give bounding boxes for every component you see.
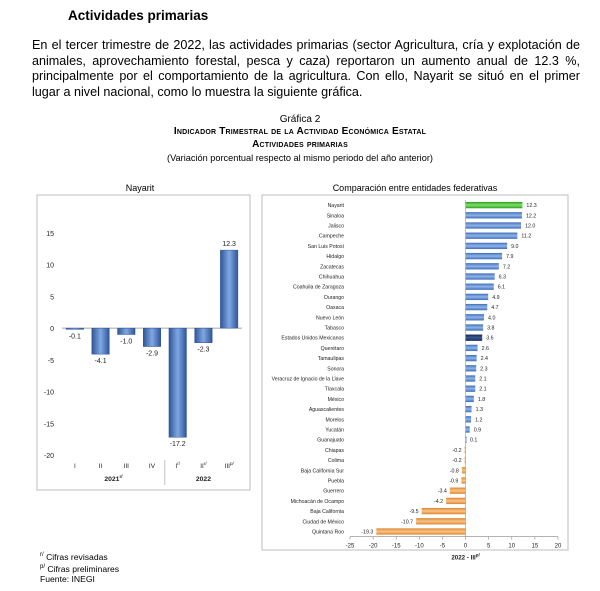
bar <box>466 314 484 320</box>
x-tick-label: 5 <box>486 543 491 550</box>
bar <box>466 263 499 269</box>
bar-value-label: 1.3 <box>475 407 483 414</box>
bar-value-label: -0.2 <box>452 458 462 465</box>
y-tick-label: -15 <box>43 421 54 429</box>
state-label: Colima <box>327 458 344 465</box>
bar <box>466 406 472 412</box>
bar-value-label: -2.3 <box>197 346 210 354</box>
bar-value-label: -4.2 <box>434 498 444 505</box>
y-tick-label: 0 <box>50 326 54 334</box>
bar-value-label: 11.2 <box>521 233 532 240</box>
state-label: Oaxaca <box>326 305 344 312</box>
bar <box>466 324 484 330</box>
bar <box>466 386 476 392</box>
states-comparison-chart <box>262 195 568 562</box>
state-label: Coahuila de Zaragoza <box>292 284 344 291</box>
y-tick-label: -10 <box>43 389 54 397</box>
bar <box>466 253 503 259</box>
footnotes <box>40 550 119 584</box>
bar <box>466 437 467 443</box>
state-label: Chihuahua <box>318 274 344 281</box>
bar-value-label: 2.6 <box>481 345 489 352</box>
state-label: Tamaulipas <box>317 356 344 363</box>
bar-value-label: 2.1 <box>479 386 487 393</box>
state-label: Ciudad de México <box>302 519 344 526</box>
x-tick-label: -10 <box>414 543 424 550</box>
y-tick-label: 5 <box>50 294 54 302</box>
bar-value-label: -2.9 <box>145 350 159 358</box>
bar-value-label: 1.8 <box>477 396 486 403</box>
bar <box>143 328 160 346</box>
state-label: Estados Unidos Mexicanos <box>281 335 344 342</box>
bar <box>118 328 135 334</box>
state-label: Campeche <box>318 233 344 240</box>
bar <box>446 498 465 504</box>
bar-value-label: 2.3 <box>480 366 488 373</box>
state-label: Hidalgo <box>326 254 344 261</box>
y-tick-label: 10 <box>46 262 54 270</box>
x-tick-label: -20 <box>368 543 378 550</box>
bar-value-label: 12.2 <box>525 213 537 220</box>
bar <box>66 328 83 329</box>
y-tick-label: 15 <box>46 231 54 238</box>
bar <box>416 518 465 524</box>
bar-value-label: 0.9 <box>473 427 482 434</box>
x-tick-label: III <box>123 463 129 470</box>
bar-value-label: -3.4 <box>437 488 447 495</box>
section-heading: Actividades primarias <box>68 8 209 23</box>
state-label: Morelos <box>325 417 344 424</box>
year-group-label: 2022 <box>195 476 211 483</box>
bar-value-label: -9.5 <box>409 509 419 516</box>
state-label: Yucatán <box>325 427 344 434</box>
bar-value-label: 4.9 <box>492 294 500 301</box>
bar <box>422 508 466 514</box>
bar-value-label: 7.2 <box>502 264 511 271</box>
state-label: Guanajuato <box>317 437 344 444</box>
x-tick-label: $III^{p/}$ <box>224 461 234 470</box>
x-tick-label: 15 <box>531 543 539 550</box>
bar <box>465 447 466 453</box>
bar <box>466 375 476 381</box>
bar-value-label: -0.2 <box>452 447 462 454</box>
state-label: Querétaro <box>320 345 344 352</box>
bar-value-label: 2.1 <box>479 376 487 383</box>
bar <box>220 250 237 328</box>
x-tick-label: II <box>98 463 103 470</box>
x-tick-label: -5 <box>439 543 446 550</box>
x-tick-label: 10 <box>508 543 516 550</box>
bar-value-label: 12.3 <box>526 203 537 210</box>
state-label: Zacatecas <box>320 264 344 271</box>
state-label: San Luis Potosí <box>307 243 344 250</box>
bar <box>376 528 465 534</box>
bar <box>466 416 472 422</box>
figure-label: Gráfica 2 <box>279 114 321 125</box>
bar-value-label: -10.7 <box>401 519 414 526</box>
bar-value-label: 3.8 <box>487 325 495 332</box>
bar <box>461 477 465 483</box>
x-tick-label: $I^{r/}$ <box>175 461 180 470</box>
state-label: Michoacán de Ocampo <box>290 498 344 505</box>
bar-value-label: 4.0 <box>488 315 496 322</box>
x-tick-label: 20 <box>554 543 562 550</box>
bar <box>466 294 489 300</box>
figure-title: Indicador Trimestral de la Actividad Económica Estatal <box>173 126 427 137</box>
state-label: Chiapas <box>324 447 344 454</box>
bar-value-label: -0.9 <box>449 478 459 485</box>
state-label: Tlaxcala <box>324 386 344 393</box>
state-label: Tabasco <box>324 325 344 332</box>
bar <box>450 488 466 494</box>
figure-title-secondary: Actividades primarias <box>252 139 348 150</box>
bar-value-label: -1.0 <box>120 338 133 346</box>
bar <box>466 212 522 218</box>
bar <box>466 243 508 249</box>
year-group-label: $2021^{r/}$ <box>104 474 123 483</box>
bar <box>195 328 212 343</box>
bar-value-label: 3.6 <box>486 335 494 342</box>
bar-value-label: 12.0 <box>525 223 536 230</box>
bar-value-label: 9.0 <box>511 243 519 250</box>
footnote-preliminary: $^{p/}$ Cifras preliminares <box>40 563 120 574</box>
bar <box>466 335 483 341</box>
right-chart-title: Comparación entre entidades federativas <box>332 183 498 193</box>
state-label: México <box>327 396 344 403</box>
state-label: Sinaloa <box>326 213 344 220</box>
state-label: Quintana Roo <box>311 529 344 536</box>
bar <box>466 233 518 239</box>
y-tick-label: -5 <box>47 357 54 365</box>
bar <box>466 355 477 361</box>
x-tick-label: 0 <box>463 543 468 550</box>
state-label: Nayarit <box>327 203 344 210</box>
left-chart-title: Nayarit <box>125 183 155 193</box>
bar <box>465 457 466 463</box>
bar-value-label: -0.1 <box>68 333 81 341</box>
nayarit-quarterly-chart <box>37 195 250 490</box>
state-label: Nuevo León <box>316 315 344 322</box>
body-paragraph: En el tercer trimestre de 2022, las actividades primarias (sector Agricultura, cría y explotación de animales, aprovechamiento forestal, pesca y caza) reportaron un aumento anual de 12.3 %, principalmente por el comportamiento de la agricultura. Con ello, Nayarit se situó en el primer lugar a nivel nacional, como lo muestra la siguiente gráfica. <box>32 38 580 99</box>
state-label: Durango <box>324 294 344 301</box>
bar <box>466 365 477 371</box>
y-tick-label: -20 <box>43 453 54 460</box>
bar <box>466 426 470 432</box>
x-axis-label: $2022 - III^{p/}$ <box>451 552 480 562</box>
state-label: Aguascalientes <box>308 407 344 414</box>
bar-value-label: 2.4 <box>480 356 489 363</box>
bar <box>466 202 523 208</box>
state-label: Baja California Sur <box>300 468 344 475</box>
bar <box>466 345 478 351</box>
state-label: Puebla <box>327 478 344 485</box>
bar <box>466 304 488 310</box>
state-label: Guerrero <box>323 488 344 495</box>
state-label: Jalisco <box>328 223 344 230</box>
x-tick-label: $II^{r/}$ <box>200 461 207 470</box>
bar-value-label: 1.2 <box>475 417 483 424</box>
x-tick-label: -15 <box>391 543 401 550</box>
state-label: Sonora <box>327 366 344 373</box>
bar-value-label: 12.3 <box>222 241 236 249</box>
bar-value-label: -0.8 <box>449 468 459 475</box>
bar-value-label: 0.1 <box>470 437 478 444</box>
bar-value-label: 6.1 <box>497 284 506 291</box>
bar <box>466 222 521 228</box>
bar <box>466 273 495 279</box>
x-tick-label: -25 <box>345 543 355 550</box>
bar-value-label: -4.1 <box>94 358 107 366</box>
bar-value-label: -19.3 <box>361 529 374 536</box>
state-label: Veracruz de Ignacio de la Llave <box>271 376 344 383</box>
bar-value-label: 6.3 <box>498 274 507 281</box>
source-note: Fuente: INEGI <box>40 573 95 584</box>
state-label: Baja California <box>310 509 344 516</box>
bar <box>462 467 466 473</box>
bar-value-label: -17.2 <box>169 441 186 449</box>
figure-subtitle: (Variación porcentual respecto al mismo periodo del año anterior) <box>167 153 433 163</box>
bar-value-label: 4.7 <box>491 305 499 312</box>
x-tick-label: I <box>73 463 76 470</box>
footnote-revised: $^{r/}$ Cifras revisadas <box>40 551 108 562</box>
bar <box>466 284 494 290</box>
bar <box>169 328 186 437</box>
bar <box>466 396 474 402</box>
bar <box>92 328 109 354</box>
x-tick-label: IV <box>148 463 156 470</box>
bar-value-label: 7.9 <box>506 254 514 261</box>
